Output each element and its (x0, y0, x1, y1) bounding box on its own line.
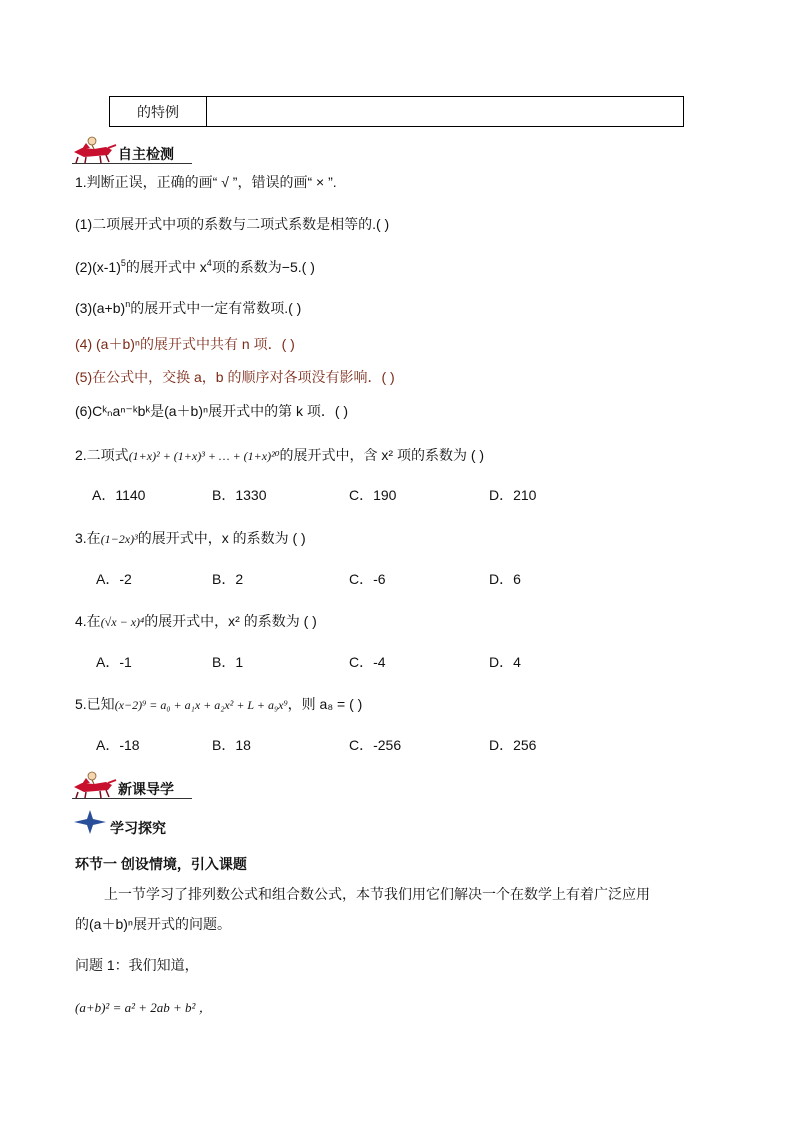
q3-choice-d: D．6 (489, 571, 521, 587)
paragraph-line-1: 上一节学习了排列数公式和组合数公式，本节我们用它们解决一个在数学上有着广泛应用 (104, 886, 650, 902)
horse-logo-icon (72, 136, 118, 164)
q3-choice-a: A．-2 (96, 571, 132, 587)
q5-choice-a: A．-18 (96, 737, 140, 753)
q2-choice-c: C．190 (349, 487, 397, 503)
q1-item-3: $(3)(a+b)^n$的展开式中一定有常数项.( ) (75, 299, 302, 316)
q1-item-6: (6)Cᵏₙaⁿ⁻ᵏbᵏ是(a＋b)ⁿ展开式中的第 k 项．( ) (75, 403, 349, 419)
q4-choice-c: C．-4 (349, 654, 386, 670)
q3-stem: 3.在(1−2x)³的展开式中，x 的系数为 ( ) (75, 530, 306, 546)
q2-choice-a: A．1140 (92, 487, 146, 503)
section-underline (72, 163, 192, 164)
q1-item-2: $(2)(x-1)^5$的展开式中 $x^4$项的系数为−5.( ) (75, 258, 315, 275)
q2-stem: 2.二项式(1+x)² + (1+x)³ + … + (1+x)²⁰的展开式中，含 x² 项的系数为 ( ) (75, 447, 485, 463)
four-point-star-icon (74, 810, 106, 834)
horse-logo-icon (72, 771, 118, 799)
q1-stem: 1.判断正误，正确的画“ √ ”，错误的画“ × ”. (75, 174, 337, 190)
q4-stem: 4.在(√x − x)⁴的展开式中，x² 的系数为 ( ) (75, 613, 317, 629)
q1-item-1: (1)二项展开式中项的系数与二项式系数是相等的.( ) (75, 216, 390, 232)
q1-item-5: (5)在公式中，交换 a，b 的顺序对各项没有影响．( ) (75, 369, 395, 385)
paragraph-line-2: 的(a＋b)ⁿ展开式的问题。 (75, 916, 232, 932)
top-table (109, 96, 684, 127)
section-title-explore: 学习探究 (110, 820, 166, 836)
q5-choice-b: B．18 (212, 737, 251, 753)
q5-choice-d: D．256 (489, 737, 537, 753)
section-header-new-lesson (72, 771, 194, 801)
formula-expansion: (a+b)² = a² + 2ab + b² ， (75, 1000, 212, 1015)
question-1-label: 问题 1：我们知道， (75, 957, 199, 973)
section-header-self-check (72, 136, 194, 166)
q4-choice-a: A．-1 (96, 654, 132, 670)
q3-choice-b: B．2 (212, 571, 244, 587)
section-underline (72, 798, 192, 799)
q4-choice-b: B．1 (212, 654, 244, 670)
section-title: 新课导学 (118, 781, 174, 797)
q2-choice-d: D．210 (489, 487, 537, 503)
q3-choice-c: C．-6 (349, 571, 386, 587)
section-title: 自主检测 (118, 146, 174, 162)
q2-choice-b: B．1330 (212, 487, 267, 503)
table-cell-label: 的特例 (110, 97, 207, 126)
q5-choice-c: C．-256 (349, 737, 402, 753)
q1-item-4: (4) (a＋b)ⁿ的展开式中共有 n 项．( ) (75, 336, 295, 352)
q4-choice-d: D．4 (489, 654, 521, 670)
stage-heading: 环节一 创设情境，引入课题 (75, 856, 247, 872)
q5-stem: 5.已知(x−2)⁹ = a₀ + a₁x + a₂x² + L + a₉x⁹，则 a₈ = ( ) (75, 696, 363, 712)
